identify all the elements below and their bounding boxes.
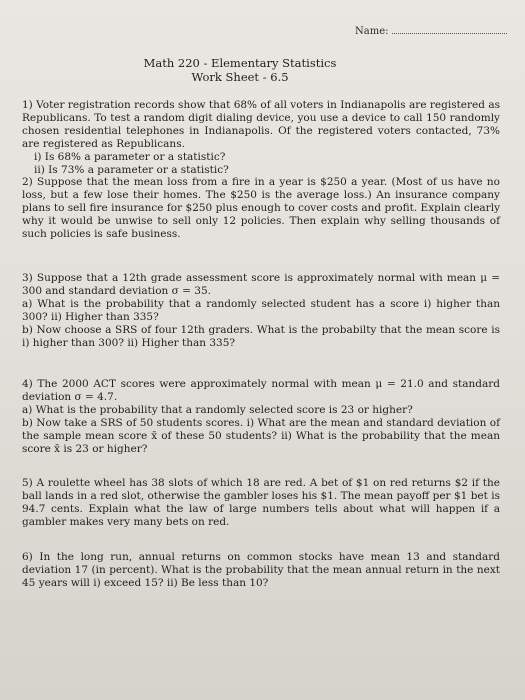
question-2-text: 2) Suppose that the mean loss from a fire in a year is $250 a year. (Most of us have no loss, but a few lose their homes. The $250 is the average loss.) An insurance company plans to sell fire insurance for $250 plus enough to cover costs and profit. Explain clearly why it would be unwise to sell only 12 policies. Then explain why selling thousands of such policies is safe business. <box>22 176 500 240</box>
name-field <box>355 24 507 37</box>
question-3-part-a: a) What is the probability that a randomly selected student has a score i) higher than 300? ii) Higher than 335? <box>22 298 500 323</box>
question-2 <box>22 176 500 241</box>
question-6-text: 6) In the long run, annual returns on common stocks have mean 13 and standard deviation 17 (in percent). What is the probability that the mean annual return in the next 45 years will i) exceed 15? ii) Be less than 10? <box>22 551 500 589</box>
question-1 <box>22 99 500 177</box>
worksheet-title <box>120 56 360 84</box>
question-1-text: 1) Voter registration records show that 68% of all voters in Indianapolis are registered as Republicans. To test a random digit dialing device, you use a device to call 150 randomly chosen residential telephones in Indianapolis. Of the registered voters contacted, 73% are registered as Republicans. <box>22 99 500 150</box>
question-1-part-ii: ii) Is 73% a parameter or a statistic? <box>34 164 229 176</box>
question-3 <box>22 272 500 350</box>
question-3-part-b: b) Now choose a SRS of four 12th graders. What is the probabilty that the mean score is i) higher than 300? ii) Higher than 335? <box>22 324 500 349</box>
name-blank-line <box>392 24 507 34</box>
question-5 <box>22 477 500 529</box>
question-4-text: 4) The 2000 ACT scores were approximately normal with mean μ = 21.0 and standard deviation σ = 4.7. <box>22 378 500 403</box>
question-4-part-a: a) What is the probability that a randomly selected score is 23 or higher? <box>22 404 413 416</box>
question-4 <box>22 378 500 456</box>
question-1-part-i: i) Is 68% a parameter or a statistic? <box>34 151 226 163</box>
course-title: Math 220 - Elementary Statistics <box>143 56 337 70</box>
name-label: Name: <box>355 26 389 37</box>
sheet-title: Work Sheet - 6.5 <box>191 70 289 84</box>
question-3-text: 3) Suppose that a 12th grade assessment score is approximately normal with mean μ = 300 and standard deviation σ = 35. <box>22 272 500 297</box>
question-5-text: 5) A roulette wheel has 38 slots of which 18 are red. A bet of $1 on red returns $2 if the ball lands in a red slot, otherwise the gambler loses his $1. The mean payoff per $1 bet is 94.7 cents. Explain what the law of large numbers tells about what will happen if a gambler makes very many bets on red. <box>22 477 500 528</box>
question-6 <box>22 551 500 590</box>
question-4-part-b: b) Now take a SRS of 50 students scores. i) What are the mean and standard deviation of the sample mean score x̄ of these 50 students? ii) What is the probability that the mean score x̄ is 23 or higher? <box>22 417 500 455</box>
